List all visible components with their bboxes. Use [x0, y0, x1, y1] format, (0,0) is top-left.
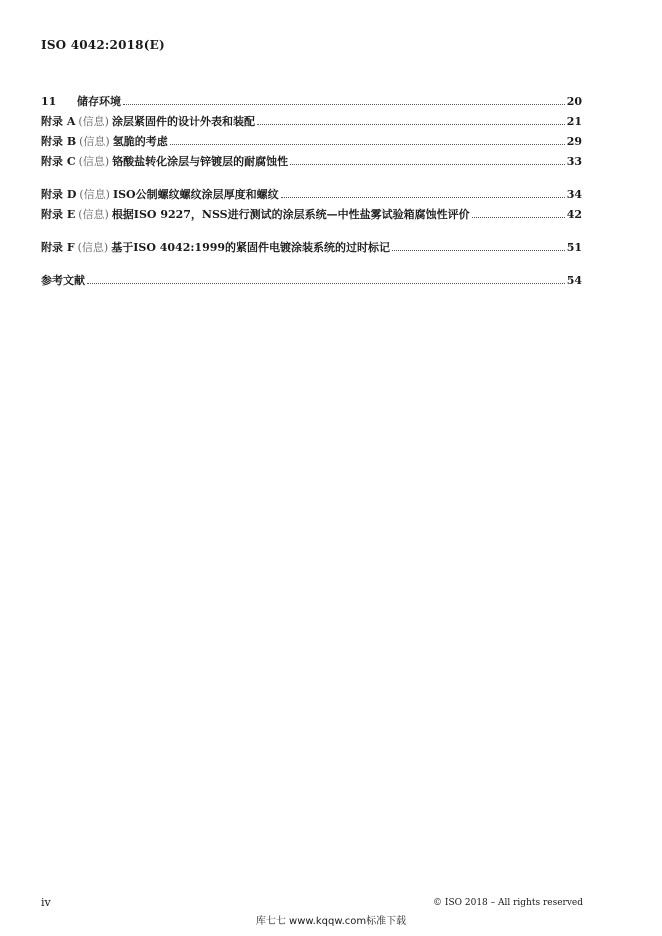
- toc-entry-page: 51: [566, 241, 582, 254]
- toc-entry-number: 11: [41, 95, 57, 108]
- toc-entry[interactable]: [41, 206, 582, 226]
- toc-entry-title: 铬酸盐转化涂层与锌镀层的耐腐蚀性: [112, 155, 289, 168]
- toc-entry[interactable]: [41, 93, 582, 113]
- toc-entry-title: 根据ISO 9227，NSS进行测试的涂层系统—中性盐雾试验箱腐蚀性评价: [111, 208, 470, 221]
- toc-entry-page: 42: [566, 208, 582, 221]
- toc-entry[interactable]: [41, 186, 582, 206]
- toc-entry[interactable]: [41, 239, 582, 259]
- toc-entry-informative-tag: (信息): [78, 155, 110, 168]
- toc-entry-title: 参考文献: [41, 274, 85, 287]
- toc-entry[interactable]: [41, 113, 582, 133]
- toc-entry[interactable]: [41, 153, 582, 173]
- toc-entry[interactable]: [41, 133, 582, 153]
- toc-dot-leader: [87, 282, 565, 284]
- toc-entry-annex-label: 附录 C: [41, 155, 76, 168]
- toc-entry-page: 33: [566, 155, 582, 168]
- toc-entry-informative-tag: (信息): [77, 241, 109, 254]
- toc-dot-leader: [472, 216, 565, 218]
- toc-entry-page: 29: [566, 135, 582, 148]
- document-id: ISO 4042:2018(E): [41, 38, 165, 52]
- toc-entry-annex-label: 附录 F: [41, 241, 75, 254]
- toc-entry[interactable]: [41, 272, 582, 292]
- toc-dot-leader: [281, 196, 565, 198]
- page-number: iv: [41, 896, 51, 909]
- toc-entry-page: 21: [566, 115, 582, 128]
- toc-dot-leader: [290, 163, 565, 165]
- toc-entry-title: 储存环境: [77, 95, 121, 108]
- toc-dot-leader: [392, 249, 565, 251]
- toc-entry-annex-label: 附录 D: [41, 188, 77, 201]
- watermark-text: 库七七 www.kqqw.com标准下载: [255, 916, 407, 927]
- toc-entry-annex-label: 附录 A: [41, 115, 76, 128]
- toc-dot-leader: [257, 123, 565, 125]
- toc-dot-leader: [170, 143, 565, 145]
- toc-entry-annex-label: 附录 E: [41, 208, 76, 221]
- toc-entry-page: 20: [566, 95, 582, 108]
- toc-entry-informative-tag: (信息): [78, 208, 109, 221]
- toc-entry-page: 34: [566, 188, 582, 201]
- toc-entry-title: ISO公制螺纹螺纹涂层厚度和螺纹: [112, 188, 279, 201]
- toc-entry-informative-tag: (信息): [79, 188, 110, 201]
- toc-entry-title: 氢脆的考虑: [112, 135, 168, 148]
- toc-dot-leader: [123, 103, 565, 105]
- table-of-contents: [41, 93, 582, 292]
- toc-entry-title: 涂层紧固件的设计外表和装配: [111, 115, 255, 128]
- copyright-notice: © ISO 2018 – All rights reserved: [433, 898, 583, 908]
- toc-entry-annex-label: 附录 B: [41, 135, 77, 148]
- toc-entry-informative-tag: (信息): [78, 115, 109, 128]
- toc-entry-page: 54: [566, 274, 582, 287]
- toc-entry-informative-tag: (信息): [79, 135, 110, 148]
- toc-entry-title: 基于ISO 4042:1999的紧固件电镀涂装系统的过时标记: [111, 241, 391, 254]
